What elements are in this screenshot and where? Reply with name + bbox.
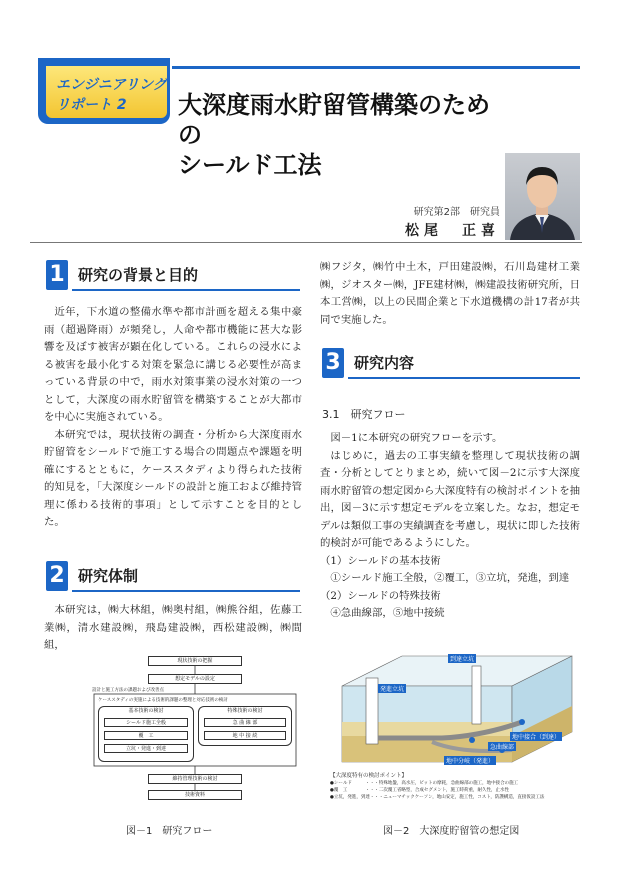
paragraph: ㈱フジタ，㈱竹中土木，戸田建設㈱，石川島建材工業㈱，ジオスター㈱，JFE建材㈱，㈱建設技術研究所，日本工営㈱，以上の民間企業と下水道機構の計17者が共同で実施した。 <box>320 261 580 326</box>
flow-note: ケーススタディの実施による技術的課題の整理と対応技術の検討 <box>98 698 228 703</box>
legend-item: ●シールド ・・・特殊地盤，高水圧，ビットの摩耗，急曲線部の施工，地中接合の施工 <box>330 781 519 786</box>
badge-line-2: リポート 2 <box>56 97 127 113</box>
flow-step: 覆 工 <box>104 731 188 740</box>
author-name: 松尾 正喜 <box>405 223 500 239</box>
group-heading: 特殊技術の検討 <box>227 708 263 714</box>
section-title: 研究内容 <box>354 354 415 372</box>
flow-step: 現状技術の把握 <box>148 656 242 666</box>
header-divider <box>30 242 582 243</box>
section-2-heading <box>46 561 300 591</box>
legend-heading: 【大深度特有の検討ポイント】 <box>330 773 408 779</box>
flow-step: 維持管理技術の検討 <box>148 774 242 784</box>
figure-2-diagram <box>322 650 584 770</box>
flow-step: 急 曲 線 部 <box>204 718 286 727</box>
badge-line-1: エンジニアリング <box>56 77 167 93</box>
arrival-shaft-label: 到達立坑 <box>450 656 475 663</box>
list-item: （1）シールドの基本技術 <box>320 554 441 567</box>
section-number: 2 <box>46 561 68 591</box>
section-1-heading <box>46 260 300 290</box>
section-underline <box>72 289 300 291</box>
section-2-continued <box>320 259 580 329</box>
section-title: 研究の背景と目的 <box>78 266 199 284</box>
flow-step: 想定モデルの設定 <box>148 674 242 684</box>
flow-note: 設計と施工方法の課題および改善点 <box>92 688 164 693</box>
section-title: 研究体制 <box>78 567 139 585</box>
list-item: ④急曲線部，⑤地中接続 <box>330 607 445 619</box>
figure-1-caption: 図－1 研究フロー <box>126 826 213 837</box>
paragraph: 図－1に本研究の研究フローを示す。 <box>330 432 503 444</box>
flow-step: 立坑・発進・到達 <box>104 744 188 753</box>
section-number: 1 <box>46 260 68 290</box>
list-item: （2）シールドの特殊技術 <box>320 589 441 602</box>
group-heading: 基本技術の検討 <box>128 708 164 714</box>
figure-1-flowchart <box>90 650 300 810</box>
section-3-body <box>320 430 580 623</box>
section-underline <box>348 377 580 379</box>
paragraph: 本研究では，現状技術の調査・分析から大深度雨水貯留管をシールドで施工する場合の問題点や課題を明確にするとともに，ケーススタディより得られた技術的知見を，「大深度シールドの設計と施工および維持管理に係わる技術的事項」として示すことを目的とした。 <box>44 428 302 528</box>
list-item: ①シールド施工全般，②覆工，③立坑，発進，到達 <box>330 572 570 584</box>
section-2-body <box>44 602 302 655</box>
legend-item: ●覆 工 ・・・二次覆工省略型，合成セグメント，施工時荷重，耐久性，止水性 <box>330 788 509 793</box>
section-1-body <box>44 304 302 532</box>
author-affiliation: 研究第2部 研究員 <box>413 207 500 218</box>
flow-step: 地 中 接 続 <box>204 731 286 740</box>
curve-label: 急曲線部 <box>490 744 515 751</box>
report-badge <box>44 64 169 120</box>
flow-step: 技術資料 <box>148 790 242 800</box>
paragraph: 本研究は，㈱大林組，㈱奥村組，㈱熊谷組，佐藤工業㈱，清水建設㈱，飛島建設㈱，西松建設㈱，㈱間組， <box>44 604 302 651</box>
figure-2-legend <box>330 772 580 801</box>
start-shaft-label: 発進立坑 <box>380 686 405 693</box>
legend-item: ●立坑，発進，到達・・・ニューマチックケーソン，地山安定，施工性，コスト，防護構造，直接仮設工法 <box>330 795 545 800</box>
figure-2-caption: 図－2 大深度貯留管の想定図 <box>383 826 520 837</box>
flow-step: シールド施工全般 <box>104 718 188 727</box>
connect-label: 地中接合（到達） <box>512 734 561 741</box>
subsection-title: 3.1 研究フロー <box>322 408 406 421</box>
branch-label: 地中分岐（発進） <box>446 758 495 765</box>
section-3-heading <box>322 348 580 378</box>
paragraph: はじめに，過去の工事実績を整理して現状技術の調査・分析としてとりまとめ，続いて図－2に示す大深度雨水貯留管の想定図から大深度特有の検討ポイントを抽出，図－3に示す想定モデルを立案した。なお，想定モデルは類似工事の実績調査を考慮し，現状に即した技術的検討が可能であるようにした。 <box>320 449 580 549</box>
paragraph: 近年，下水道の整備水準や都市計画を超える集中豪雨（超過降雨）が頻発し，人命や都市機能に甚大な影響を及ぼす被害が顕在化している。これらの浸水による被害を最小化する対策を緊急に講じる必要性が高まっている背景の中で，雨水対策事業の浸水対策の一つとして，大深度の雨水貯留管を構築することが大都市を中心に実施されている。 <box>44 306 302 423</box>
section-underline <box>72 590 300 592</box>
section-number: 3 <box>322 348 344 378</box>
page-title: 大深度雨水貯留管構築のための シールド工法 <box>178 91 490 179</box>
title-rule <box>172 66 580 69</box>
author-photo <box>505 153 580 240</box>
